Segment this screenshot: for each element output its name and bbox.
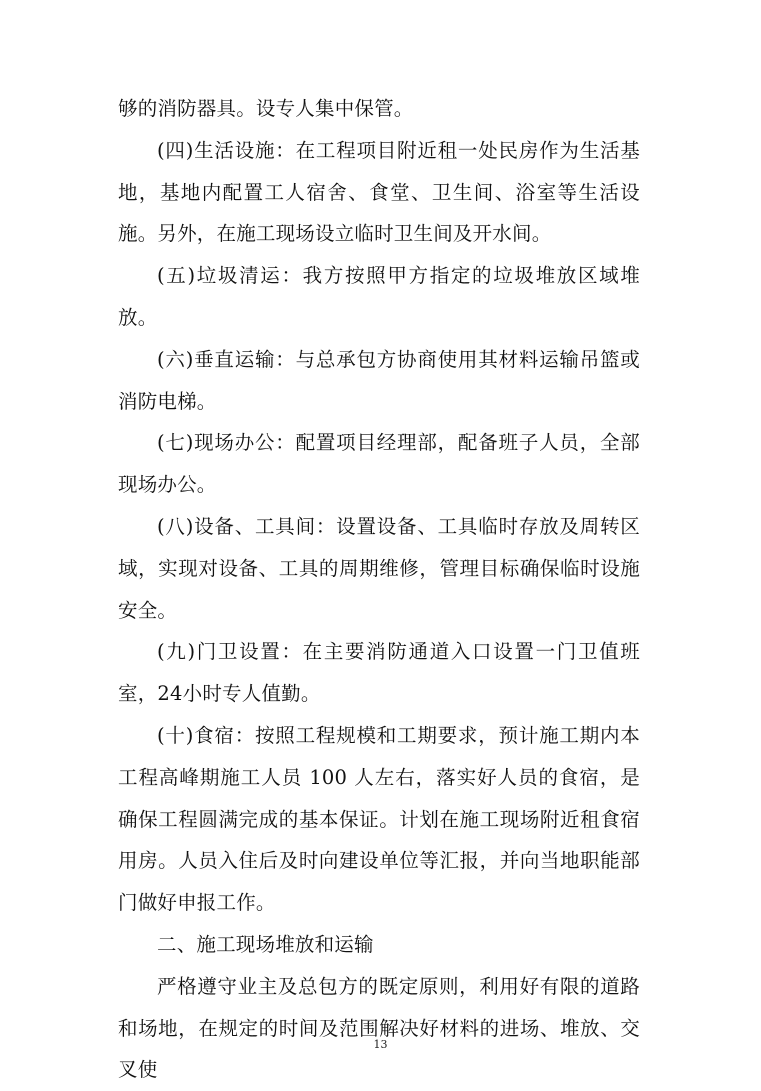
paragraph-living-facilities: (四)生活设施：在工程项目附近租一处民房作为生活基地，基地内配置工人宿舍、食堂、卫生间、浴室等生活设施。另外，在施工现场设立临时卫生间及开水间。 xyxy=(118,138,640,246)
page-number: 13 xyxy=(373,1038,388,1051)
paragraph-vertical-transport: (六)垂直运输：与总承包方协商使用其材料运输吊篮或消防电梯。 xyxy=(118,347,640,413)
section-heading: 二、施工现场堆放和运输 xyxy=(157,932,374,956)
paragraph-gate-guard: (九)门卫设置：在主要消防通道入口设置一门卫值班室，24小时专人值勤。 xyxy=(118,640,640,706)
paragraph-accommodation: (十)食宿：按照工程规模和工期要求，预计施工期内本工程高峰期施工人员 100 人左右，落实好人员的食宿，是确保工程圆满完成的基本保证。计划在施工现场附近租食宿用房。人员入住后及时向建设单位等汇报，并向当地职能部门做好申报工作。 xyxy=(118,723,640,915)
body-text xyxy=(118,88,640,1091)
paragraph-storage-transport: 严格遵守业主及总包方的既定原则，利用好有限的道路和场地，在规定的时间及范围解决好材料的进场、堆放、交叉使 xyxy=(118,974,640,1082)
paragraph-equipment-room: (八)设备、工具间：设置设备、工具临时存放及周转区域，实现对设备、工具的周期维修，管理目标确保临时设施安全。 xyxy=(118,514,640,622)
paragraph-continuation: 够的消防器具。设专人集中保管。 xyxy=(118,97,414,120)
paragraph-waste-removal: (五)垃圾清运：我方按照甲方指定的垃圾堆放区域堆放。 xyxy=(118,264,640,329)
paragraph-site-office: (七)现场办公：配置项目经理部，配备班子人员，全部现场办公。 xyxy=(118,431,640,497)
